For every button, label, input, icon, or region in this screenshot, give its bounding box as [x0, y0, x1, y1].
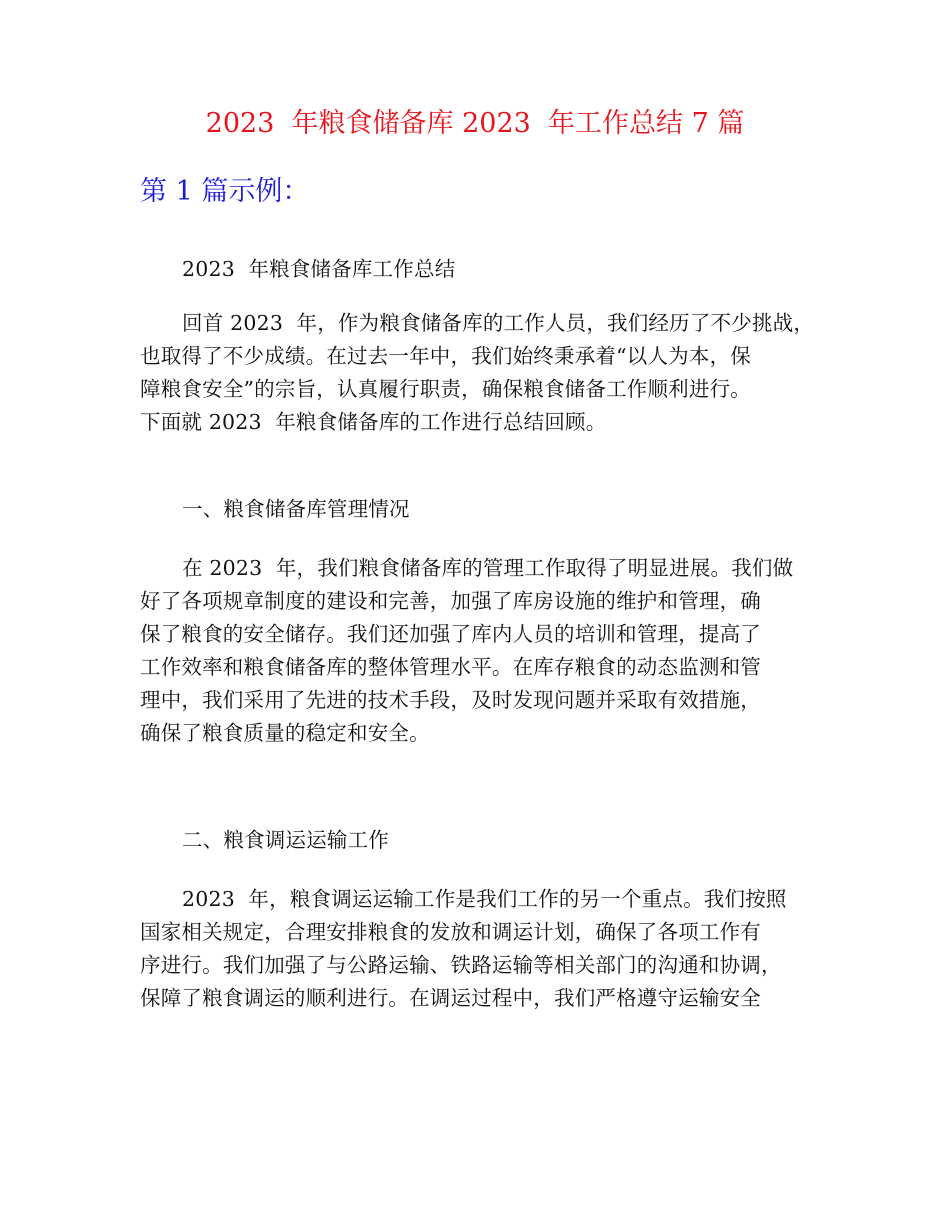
document-title: 2023 年粮食储备库 2023 年工作总结 7 篇 — [205, 108, 745, 139]
heading-2-block — [140, 824, 840, 857]
paragraph-line: 保了粮食的安全储存。我们还加强了库内人员的培训和管理，提高了 — [140, 622, 761, 646]
heading-1-block — [140, 493, 840, 526]
paragraph-line: 确保了粮食质量的稳定和安全。 — [140, 721, 430, 745]
paragraph-line: 在 2023 年，我们粮食储备库的管理工作取得了明显进展。我们做 — [182, 556, 794, 580]
paragraph-line: 理中，我们采用了先进的技术手段，及时发现问题并采取有效措施， — [140, 688, 761, 712]
paragraph-line: 保障了粮食调运的顺利进行。在调运过程中，我们严格遵守运输安全 — [140, 986, 761, 1010]
paragraph-line: 也取得了不少成绩。在过去一年中，我们始终秉承着“以人为本，保 — [140, 344, 751, 368]
paragraph-3 — [140, 883, 840, 1015]
paragraph-line: 国家相关规定，合理安排粮食的发放和调运计划，确保了各项工作有 — [140, 920, 761, 944]
subtitle-block — [140, 253, 840, 286]
paragraph-line: 回首 2023 年，作为粮食储备库的工作人员，我们经历了不少挑战， — [182, 311, 815, 335]
heading-2: 二、粮食调运运输工作 — [182, 828, 389, 852]
paragraph-line: 下面就 2023 年粮食储备库的工作进行总结回顾。 — [140, 410, 607, 434]
paragraph-line: 序进行。我们加强了与公路运输、铁路运输等相关部门的沟通和协调， — [140, 953, 782, 977]
paragraph-2 — [140, 552, 840, 750]
section-heading: 第 1 篇示例： — [140, 176, 310, 207]
paragraph-line: 工作效率和粮食储备库的整体管理水平。在库存粮食的动态监测和管 — [140, 655, 761, 679]
subtitle: 2023 年粮食储备库工作总结 — [182, 257, 456, 281]
paragraph-line: 2023 年，粮食调运运输工作是我们工作的另一个重点。我们按照 — [182, 887, 787, 911]
paragraph-line: 好了各项规章制度的建设和完善，加强了库房设施的维护和管理，确 — [140, 589, 761, 613]
paragraph-line: 障粮食安全”的宗旨，认真履行职责，确保粮食储备工作顺利进行。 — [140, 377, 751, 401]
heading-1: 一、粮食储备库管理情况 — [182, 497, 410, 521]
paragraph-1 — [140, 307, 840, 439]
